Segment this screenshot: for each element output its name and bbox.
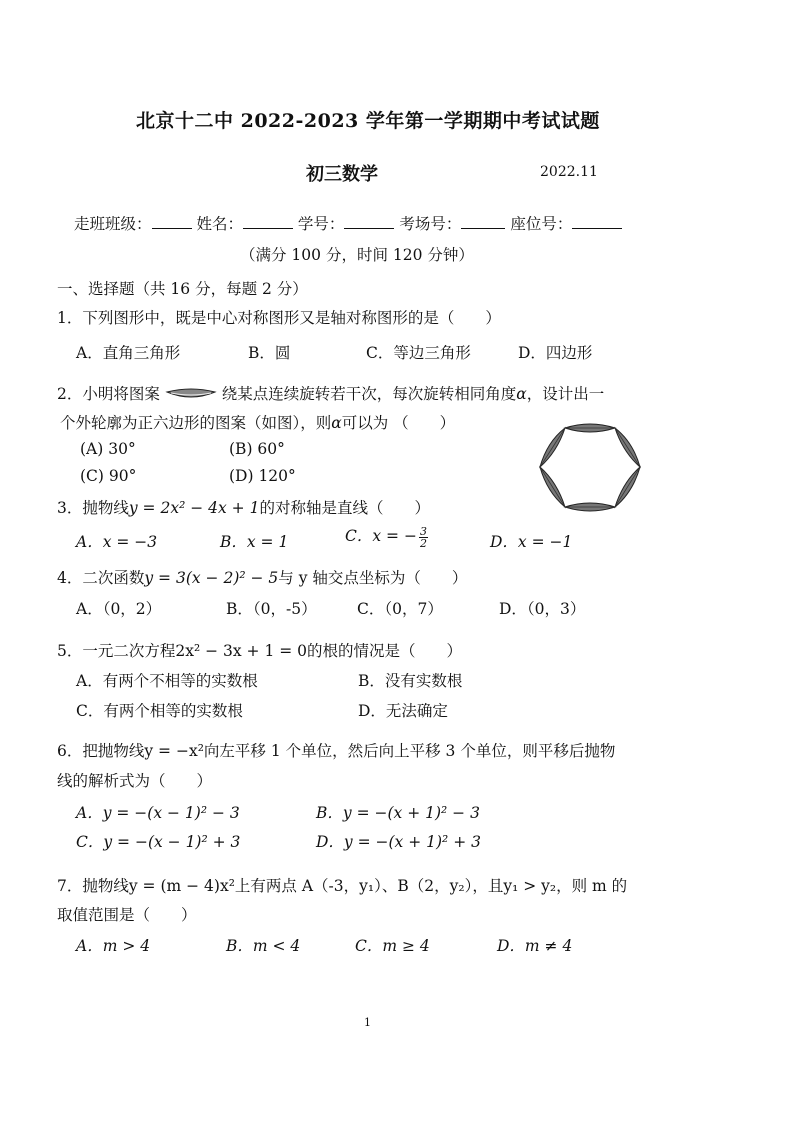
q3-option-d: D．x = −1 [490, 533, 573, 551]
q6-option-b: B．y = −(x + 1)² − 3 [316, 804, 480, 822]
field-seat-label: 座位号： [510, 215, 573, 233]
q7-stem-line2: 取值范围是（ ） [57, 906, 197, 924]
q4-option-d: D．（0，3） [499, 600, 586, 618]
student-info-line [74, 212, 622, 234]
q4-option-c: C．（0，7） [357, 600, 443, 618]
q5-option-c: C．有两个相等的实数根 [76, 702, 243, 720]
field-id-blank [344, 214, 394, 229]
q4-stem-b: 与 y 轴交点坐标为（ ） [278, 569, 468, 587]
field-id-label: 学号： [297, 215, 345, 233]
q7-stem-line1: 7．抛物线y = (m − 4)x²上有两点 A（-3，y₁）、B（2，y₂），且y₁ > y₂，则 m 的 [57, 877, 628, 895]
q3-option-c-text: C．x = − [345, 527, 417, 545]
q2-stem-c: ，设计出一 [526, 385, 605, 403]
q3-option-b: B．x = 1 [220, 533, 289, 551]
q6-option-d: D．y = −(x + 1)² + 3 [316, 833, 481, 851]
q2-stem-b: 绕某点连续旋转若干次，每次旋转相同角度 [221, 385, 517, 403]
q2-stem-line2-b: 可以为 （ ） [341, 414, 456, 432]
q4-stem-a: 4．二次函数 [57, 569, 145, 587]
q3-fraction-numerator: 3 [419, 524, 427, 538]
q7-option-c: C．m ≥ 4 [355, 937, 430, 955]
q2-option-d: (D) 120° [229, 467, 296, 485]
q4-stem [57, 566, 467, 588]
page-number: 1 [364, 1016, 371, 1029]
q2-stem-line2-a: 个外轮廓为正六边形的图案（如图），则 [60, 414, 332, 432]
q7-option-b: B．m < 4 [226, 937, 301, 955]
q1-option-a: A．直角三角形 [76, 344, 181, 362]
field-room-blank [461, 214, 505, 229]
exam-date: 2022.11 [540, 164, 598, 180]
q7-option-a: A．m > 4 [76, 937, 151, 955]
q2-stem-line1 [57, 382, 604, 404]
q2-stem-a: 2．小明将图案 [57, 385, 160, 403]
q1-stem: 1．下列图形中，既是中心对称图形又是轴对称图形的是（ ） [57, 309, 501, 327]
q4-option-a: A．（0，2） [76, 600, 162, 618]
q3-stem-b: 的对称轴是直线（ ） [259, 499, 430, 517]
q2-option-c: (C) 90° [80, 467, 137, 485]
q6-stem-line2: 线的解析式为（ ） [57, 772, 213, 790]
section-heading: 一、选择题（共 16 分，每题 2 分） [57, 280, 308, 298]
q5-stem: 5．一元二次方程2x² − 3x + 1 = 0的根的情况是（ ） [57, 642, 463, 660]
q7-option-d: D．m ≠ 4 [497, 937, 573, 955]
q6-stem-line1: 6．把抛物线y = −x²向左平移 1 个单位，然后向上平移 3 个单位，则平移后抛物 [57, 742, 616, 760]
score-note: （满分 100 分，时间 120 分钟） [240, 246, 474, 264]
q5-option-a: A．有两个不相等的实数根 [76, 672, 258, 690]
q2-option-a: (A) 30° [80, 440, 136, 458]
q2-stem-line2 [60, 411, 455, 433]
field-class-blank [152, 214, 192, 229]
field-class-label: 走班班级： [74, 215, 152, 233]
q3-equation: y = 2x² − 4x + 1 [128, 499, 260, 517]
hexagon-pattern-figure [535, 420, 645, 515]
q2-alpha-2: α [331, 414, 342, 432]
subject-title: 初三数学 [306, 164, 378, 185]
q6-option-c: C．y = −(x − 1)² + 3 [76, 833, 241, 851]
q1-option-d: D．四边形 [518, 344, 593, 362]
q2-option-b: (B) 60° [229, 440, 285, 458]
q1-option-c: C．等边三角形 [366, 344, 471, 362]
field-seat-blank [572, 214, 622, 229]
q5-option-b: B．没有实数根 [358, 672, 463, 690]
q4-equation: y = 3(x − 2)² − 5 [144, 569, 279, 587]
q3-fraction-denominator: 2 [419, 536, 427, 550]
q5-option-d: D．无法确定 [358, 702, 448, 720]
q4-option-b: B．（0，-5） [226, 600, 317, 618]
exam-title: 北京十二中 2022-2023 学年第一学期期中考试试题 [136, 110, 600, 132]
q3-option-a: A．x = −3 [76, 533, 158, 551]
field-room-label: 考场号： [399, 215, 462, 233]
q3-stem [57, 496, 430, 518]
q6-option-a: A．y = −(x − 1)² − 3 [76, 804, 240, 822]
q1-option-b: B．圆 [248, 344, 291, 362]
field-name-label: 姓名： [196, 215, 243, 233]
q3-stem-a: 3．抛物线 [57, 499, 129, 517]
leaf-pattern-icon [165, 388, 217, 402]
q2-alpha: α [516, 385, 527, 403]
q3-option-c [345, 524, 428, 549]
q3-option-c-fraction [419, 526, 428, 549]
field-name-blank [243, 214, 293, 229]
